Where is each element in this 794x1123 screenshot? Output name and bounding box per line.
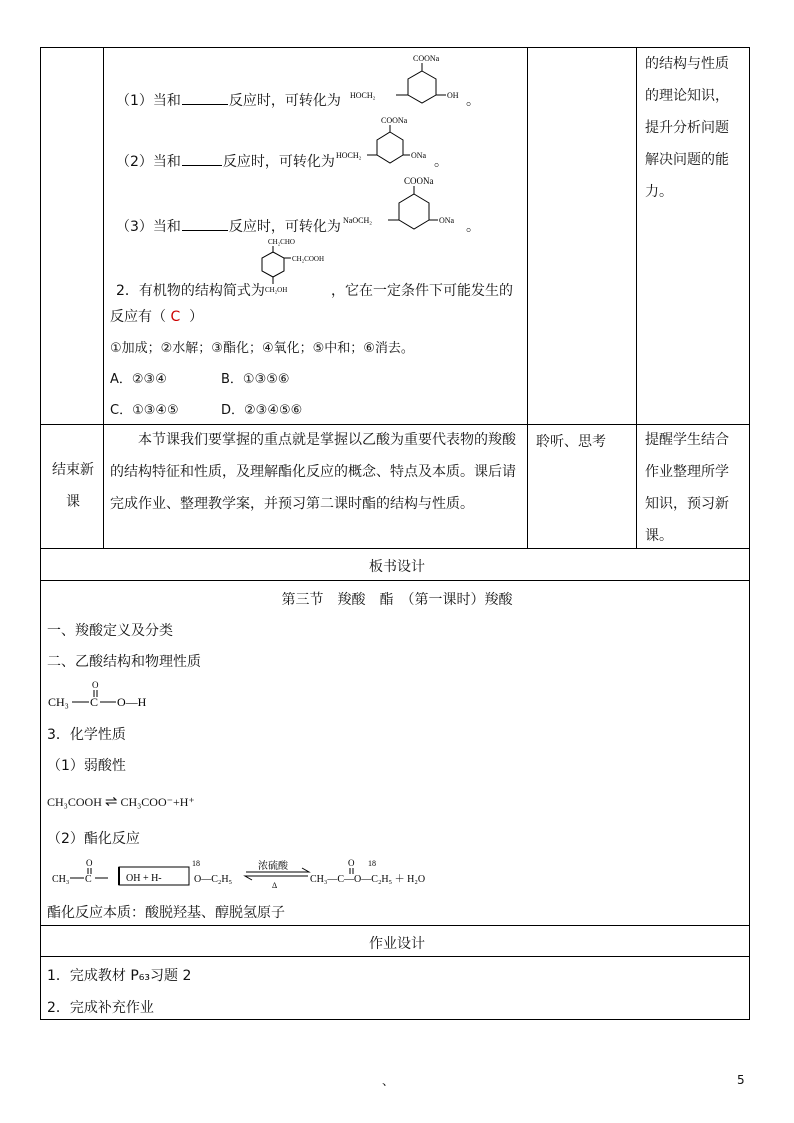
q2-answer: C — [170, 309, 181, 325]
struct2-top: COONa — [381, 116, 408, 125]
label-line: 课 — [66, 494, 80, 510]
carbonyl-o: O — [92, 680, 99, 690]
option-b: B．①③⑤⑥ — [221, 372, 290, 387]
structure-1 — [342, 52, 472, 112]
q1-item-2-post: 反应时，可转化为 — [222, 154, 335, 170]
product-carbonyl-o: O — [348, 858, 355, 868]
q1-item-3-pre: （3）当和 — [116, 219, 181, 235]
q1-item-2 — [116, 151, 335, 171]
q2-options: ①加成；②水解；③酯化；④氧化；⑤中和；⑥消去。 — [110, 341, 414, 356]
q2-answer-line — [110, 306, 203, 326]
structure-2 — [334, 114, 444, 170]
struct3-left: NaOCH₂ — [343, 216, 373, 225]
acetic-acid-structure — [46, 678, 156, 710]
q1-item-2-pre: （2）当和 — [116, 154, 181, 170]
struct4-bottom: CH₂OH — [265, 286, 288, 294]
struct4-top: CH₂CHO — [268, 238, 295, 246]
q1-item-1 — [116, 90, 341, 110]
col-divider-3 — [636, 47, 637, 548]
page-number: 5 — [737, 1073, 745, 1087]
purpose-line: 提醒学生结合 — [645, 432, 729, 448]
q2-stem: 2．有机物的结构简式为 — [116, 283, 265, 299]
end-row-purpose — [645, 424, 729, 552]
board-line-6: 酯化反应本质：酸脱羟基、醇脱氢原子 — [47, 905, 285, 921]
eq2-isotope: 18 — [192, 859, 200, 868]
eq2-product: CH₃—C—O—C₂H₅ ＋ H₂O — [310, 874, 426, 885]
intent-line: 解决问题的能 — [645, 152, 729, 168]
option-a: A．②③④ — [110, 372, 167, 387]
board-design-header: 板书设计 — [369, 559, 425, 575]
right-col-design-intent — [645, 48, 729, 208]
content-line: 本节课我们要掌握的重点就是掌握以乙酸为重要代表物的羧酸 — [138, 432, 516, 448]
q1-item-1-pre: （1）当和 — [116, 93, 181, 109]
answer-blank — [182, 92, 228, 105]
table-border-bottom — [40, 1019, 750, 1020]
board-line-2: 二、乙酸结构和物理性质 — [47, 654, 201, 670]
intent-line: 的结构与性质 — [645, 56, 729, 72]
struct4-right: CH₂COOH — [292, 255, 324, 263]
intent-line: 力。 — [645, 184, 673, 200]
equilibrium-arrow: ⇌ — [104, 794, 118, 810]
struct3-right: ONa — [439, 216, 455, 225]
table-border-left — [40, 47, 41, 1020]
footer-mark: 、 — [382, 1074, 395, 1088]
structure-3 — [342, 174, 472, 236]
eq1-left: CH₃COOH — [47, 795, 102, 809]
label-line: 结束新 — [52, 462, 94, 478]
intent-line: 的理论知识， — [645, 88, 729, 104]
board-line-5: （2）酯化反应 — [47, 831, 140, 847]
homework-item-1: 1．完成教材 P₆₃习题 2 — [47, 968, 192, 984]
purpose-line: 作业整理所学 — [645, 464, 729, 480]
struct2-right: ONa — [411, 151, 427, 160]
col-divider-1 — [103, 47, 104, 548]
eq1-right: CH₃COO⁻+H⁺ — [120, 795, 195, 809]
student-activity: 聆听、思考 — [536, 434, 606, 450]
q1-item-1-post: 反应时，可转化为 — [228, 93, 341, 109]
table-border-right — [749, 47, 750, 1020]
eq2-ch3: CH₃ — [52, 874, 70, 885]
eq2-heat: Δ — [272, 881, 278, 890]
row-divider-2 — [40, 548, 750, 549]
table-border-top — [40, 47, 750, 48]
row-divider-4 — [40, 925, 750, 926]
eq2-c: C — [85, 874, 92, 885]
board-title: 第三节 羧酸 酯 （第一课时）羧酸 — [281, 592, 513, 608]
content-line: 的结构特征和性质，及理解酯化反应的概念、特点及本质。课后请 — [110, 464, 516, 480]
q1-item-3-end: 。 — [466, 219, 480, 235]
acetic-oh: O—H — [117, 695, 147, 709]
purpose-line: 知识，预习新 — [645, 496, 729, 512]
esterification-equation — [46, 855, 476, 895]
struct1-top: COONa — [413, 54, 440, 63]
homework-item-2: 2．完成补充作业 — [47, 1000, 154, 1016]
eq2-oh-h-box: OH + H- — [126, 873, 162, 884]
ionization-equation — [47, 792, 195, 811]
eq2-catalyst: 浓硫酸 — [258, 861, 288, 872]
end-row-content — [110, 424, 516, 520]
q1-item-1-end: 。 — [466, 93, 480, 109]
board-line-4: （1）弱酸性 — [47, 758, 126, 774]
intent-line: 提升分析问题 — [645, 120, 729, 136]
board-line-3: 3．化学性质 — [47, 727, 126, 743]
board-line-1: 一、羧酸定义及分类 — [47, 623, 173, 639]
q2-answer-pre: 反应有（ — [110, 309, 166, 325]
struct3-top: COONa — [404, 176, 434, 186]
purpose-line: 课。 — [645, 528, 673, 544]
struct2-left: HOCH₂ — [336, 151, 362, 160]
q2-answer-post: ） — [189, 309, 204, 325]
row-divider-3 — [40, 580, 750, 581]
acetic-c: C — [90, 695, 99, 709]
eq2-ethoxy: O—C₂H₅ — [194, 874, 233, 885]
homework-header: 作业设计 — [369, 936, 425, 952]
option-d: D．②③④⑤⑥ — [221, 403, 303, 418]
answer-blank — [182, 153, 222, 166]
q1-item-3-post: 反应时，可转化为 — [228, 219, 341, 235]
acetic-ch3: CH₃ — [48, 695, 69, 709]
struct1-left: HOCH₂ — [350, 91, 376, 100]
answer-blank — [182, 218, 228, 231]
q1-item-2-end: 。 — [434, 154, 448, 170]
end-row-label — [44, 454, 102, 518]
structure-4 — [255, 236, 335, 296]
q2-stem-continued: ，它在一定条件下可能发生的 — [331, 283, 513, 299]
product-isotope: 18 — [368, 859, 376, 868]
eq2-carbonyl-o: O — [86, 858, 93, 868]
option-c: C．①③④⑤ — [110, 403, 179, 418]
struct1-right: OH — [447, 91, 459, 100]
content-line: 完成作业、整理教学案，并预习第二课时酯的结构与性质。 — [110, 496, 474, 512]
col-divider-2 — [527, 47, 528, 548]
row-divider-5 — [40, 956, 750, 957]
q1-item-3 — [116, 216, 341, 236]
